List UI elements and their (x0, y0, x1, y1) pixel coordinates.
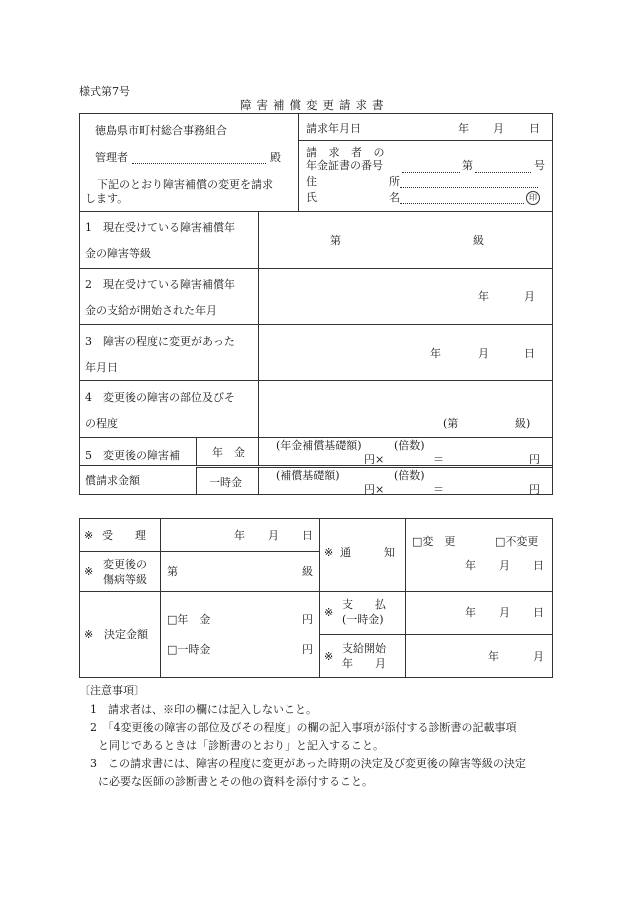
row5-pension-label: 年 金 (212, 446, 245, 459)
row5-mult-2: (倍数) (394, 469, 425, 482)
row5-yen-2[interactable]: 円 (529, 483, 540, 496)
note-1: 1 請求者は、※印の欄には記入しないこと。 (90, 703, 317, 716)
note-2-line-2: と同じであるときは「診断書のとおり」と記入すること。 (98, 739, 384, 752)
notice-mark: ※ (324, 546, 334, 559)
row4-grade-close: 級) (515, 417, 531, 430)
pay-mark: ※ (324, 606, 334, 619)
pay-label-1: 支 払 (342, 598, 386, 611)
received-label: 受 理 (102, 529, 146, 542)
notice-day: 日 (533, 559, 544, 572)
row4-grade-open: (第 (443, 417, 459, 430)
office-table (79, 518, 553, 678)
notice-label: 通 知 (340, 546, 395, 559)
cert-number-field[interactable] (475, 172, 531, 173)
addressee-org: 徳島県市町村総合事務組合 (95, 124, 227, 137)
note-3-line-2: に必要な医師の診断書とその他の資料を添付すること。 (98, 775, 373, 788)
row1-label-1: 1 現在受けている障害補償年 (85, 221, 235, 234)
row2-label-2: 金の支給が開始された年月 (85, 304, 217, 317)
request-line-1: 下記のとおり障害補償の変更を請求 (97, 178, 273, 191)
grade-dai: 第 (167, 565, 178, 578)
pay-day: 日 (533, 606, 544, 619)
form-number: 様式第7号 (79, 85, 130, 98)
decided-lump-checkbox: □一時金 (167, 643, 211, 656)
row3-month[interactable]: 月 (478, 347, 489, 360)
cert-go: 号 (534, 159, 545, 172)
row4-label-2: の程度 (85, 417, 118, 430)
row5-base-lump: (補償基礎額) (276, 469, 340, 482)
date-label: 請求年月日 (306, 122, 361, 135)
row2-month[interactable]: 月 (524, 290, 535, 303)
address-label-b: 所 (389, 175, 400, 188)
start-label-1: 支給開始 (342, 642, 386, 655)
grade-mark: ※ (84, 565, 94, 578)
pay-label-2: (一時金) (342, 613, 384, 626)
decided-label: 決定金額 (104, 628, 148, 641)
row2-year[interactable]: 年 (478, 290, 489, 303)
received-month: 月 (268, 529, 279, 542)
manager-label: 管理者 (95, 151, 128, 164)
row1-dai: 第 (330, 234, 341, 247)
decided-pension-yen: 円 (302, 613, 313, 626)
received-day: 日 (302, 529, 313, 542)
notice-month: 月 (499, 559, 510, 572)
change-checkbox: □変 更 (412, 535, 456, 548)
notes-heading: 〔注意事項〕 (79, 684, 145, 697)
request-line-2: します。 (85, 192, 129, 205)
date-day[interactable]: 日 (529, 122, 540, 135)
grade-label-1: 変更後の (103, 558, 147, 571)
row5-yen-1[interactable]: 円 (529, 453, 540, 466)
name-label-a: 氏 (306, 191, 317, 204)
row5-base-pension: (年金補償基礎額) (276, 439, 362, 452)
name-field[interactable] (400, 203, 524, 204)
start-mark: ※ (324, 650, 334, 663)
name-label-b: 名 (389, 191, 400, 204)
row5-yen-x-2[interactable]: 円× (364, 483, 385, 496)
date-month[interactable]: 月 (493, 122, 504, 135)
start-label-2: 年 月 (342, 657, 386, 670)
seal-icon: 印 (526, 191, 540, 205)
form-title: 障害補償変更請求書 (240, 98, 389, 112)
manager-name-field[interactable] (132, 163, 266, 164)
decided-pension-checkbox: □年 金 (167, 613, 211, 626)
start-year: 年 (488, 650, 499, 663)
received-year: 年 (234, 529, 245, 542)
row4-label-1: 4 変更後の障害の部位及びそ (85, 391, 235, 404)
row5-label-1: 5 変更後の障害補 (85, 449, 180, 462)
row2-label-1: 2 現在受けている障害補償年 (85, 278, 235, 291)
row1-kyu: 級 (473, 234, 484, 247)
date-year[interactable]: 年 (458, 122, 469, 135)
note-3-line-1: 3 この請求書には、障害の程度に変更があった時期の決定及び変更後の障害等級の決定 (90, 757, 526, 770)
pay-month: 月 (499, 606, 510, 619)
row5-eq-2: ＝ (433, 483, 444, 496)
row3-day[interactable]: 日 (524, 347, 535, 360)
received-mark: ※ (84, 529, 94, 542)
claimant-label: 請 求 者 の (306, 146, 389, 159)
honorific: 殿 (270, 151, 281, 164)
pension-cert-label: 年金証書の番号 (306, 159, 383, 172)
row3-label-2: 年月日 (85, 361, 118, 374)
row5-yen-x-1[interactable]: 円× (364, 453, 385, 466)
no-change-checkbox: □不変更 (495, 535, 539, 548)
row5-eq-1: ＝ (433, 453, 444, 466)
notice-year: 年 (465, 559, 476, 572)
row3-year[interactable]: 年 (430, 347, 441, 360)
row3-label-1: 3 障害の程度に変更があった (85, 335, 235, 348)
note-2-line-1: 2 「4変更後の障害の部位及びその程度」の欄の記入事項が添付する診断書の記載事項 (90, 721, 517, 734)
decided-lump-yen: 円 (302, 643, 313, 656)
address-field[interactable] (400, 187, 538, 188)
grade-label-2: 傷病等級 (103, 573, 147, 586)
decided-mark: ※ (84, 628, 94, 641)
row1-label-2: 金の障害等級 (85, 247, 151, 260)
grade-kyu: 級 (302, 565, 313, 578)
row5-mult-1: (倍数) (394, 439, 425, 452)
row5-lump-label: 一時金 (209, 476, 242, 489)
address-label-a: 住 (306, 175, 317, 188)
row5-label-2: 償請求金額 (85, 474, 140, 487)
pay-year: 年 (465, 606, 476, 619)
cert-dai: 第 (462, 159, 473, 172)
start-month: 月 (533, 650, 544, 663)
